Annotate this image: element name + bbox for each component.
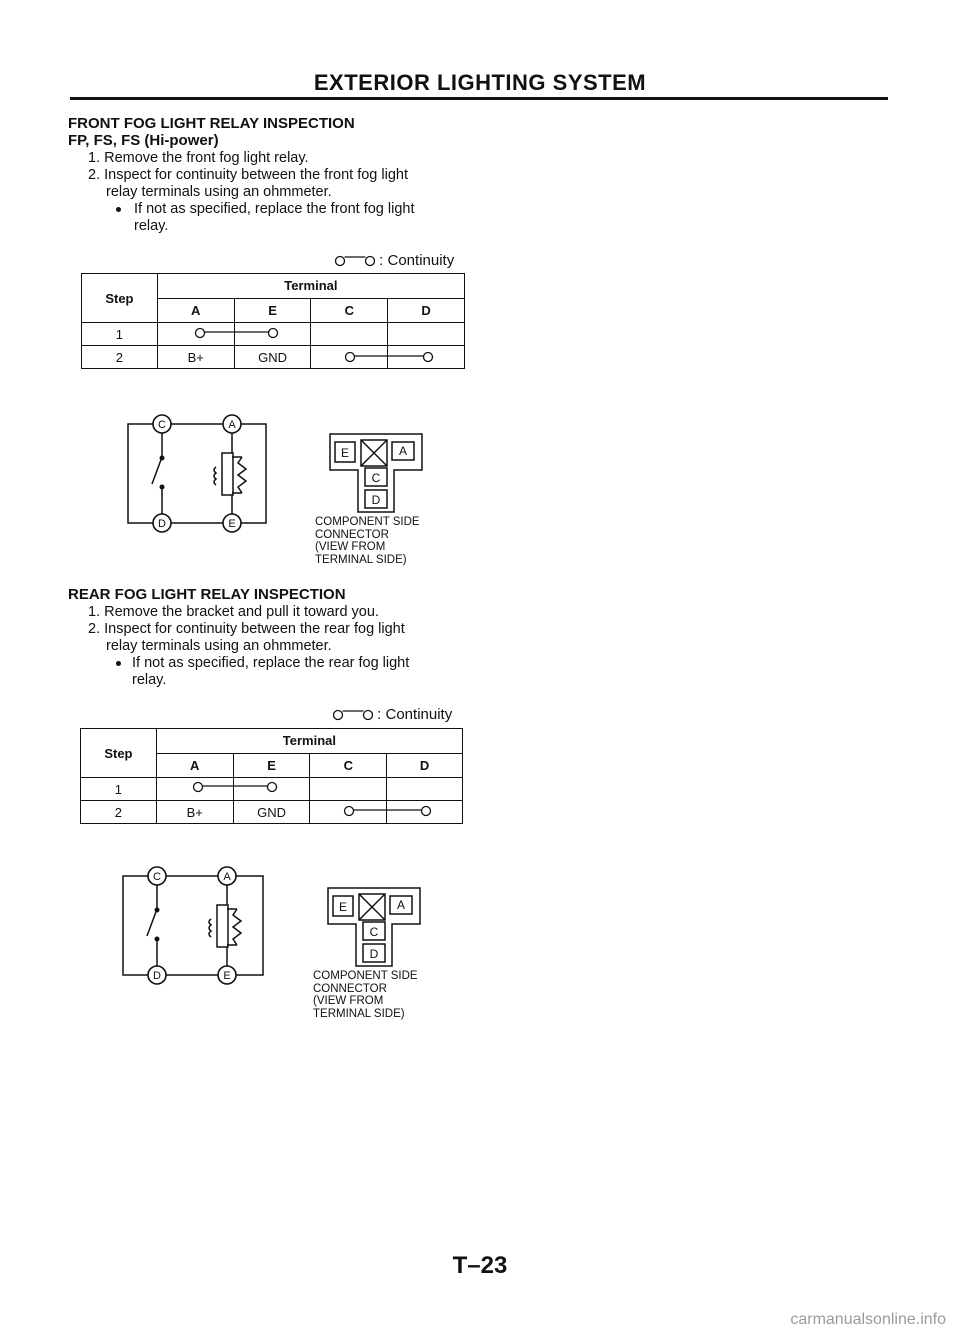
- caption-line: TERMINAL SIDE): [313, 1007, 405, 1020]
- terminal-header: Terminal: [157, 274, 464, 299]
- rear-bullet-line2: relay.: [132, 672, 167, 688]
- cell-e: GND: [234, 346, 311, 369]
- step-cell: 1: [81, 778, 157, 801]
- terminal-c-label: C: [158, 419, 166, 431]
- caption-line: COMPONENT SIDE: [315, 516, 420, 528]
- rear-step-2: 2. Inspect for continuity between the rear fog light: [88, 621, 405, 637]
- col-e-header: E: [234, 298, 311, 323]
- caption-line: (VIEW FROM: [313, 995, 384, 1007]
- terminal-a-label: A: [228, 419, 236, 431]
- terminal-header: Terminal: [156, 729, 462, 754]
- rear-relay-circuit-diagram: [115, 858, 270, 988]
- col-c-header: C: [310, 753, 387, 778]
- front-connector-caption: [315, 516, 420, 566]
- col-c-header: C: [311, 298, 388, 323]
- front-bullet-line1: If not as specified, replace the front fog light: [134, 201, 415, 217]
- continuity-node-icon: [424, 353, 433, 362]
- caption-line: (VIEW FROM: [315, 541, 386, 553]
- rear-connector-diagram: [326, 886, 426, 971]
- continuity-node-icon: [346, 353, 355, 362]
- step-cell: 1: [82, 323, 158, 346]
- cell-a: B+: [156, 801, 233, 824]
- rear-step-1: 1. Remove the bracket and pull it toward you.: [88, 604, 379, 620]
- col-a-header: A: [156, 753, 233, 778]
- terminal-a-label: A: [223, 871, 231, 883]
- continuity-node-icon: [345, 807, 354, 816]
- rear-table-continuity-marks: [0, 700, 960, 850]
- cell-e: GND: [233, 801, 310, 824]
- watermark: carmanualsonline.info: [790, 1311, 946, 1328]
- front-step-2-cont: relay terminals using an ohmmeter.: [106, 184, 332, 200]
- connector-e-label: E: [340, 446, 350, 460]
- step-cell: 2: [81, 801, 157, 824]
- front-bullet-line2: relay.: [134, 218, 169, 234]
- legend-text: : Continuity: [379, 252, 455, 269]
- legend-text: : Continuity: [377, 706, 453, 723]
- cell-a: B+: [157, 346, 234, 369]
- front-table-continuity-marks: [0, 0, 960, 400]
- continuity-node-icon: [269, 329, 278, 338]
- terminal-e-label: E: [228, 518, 236, 530]
- rear-bullet-line1: If not as specified, replace the rear fog light: [132, 655, 410, 671]
- col-a-header: A: [157, 298, 234, 323]
- page-number: T–23: [452, 1252, 508, 1279]
- step-header: Step: [81, 729, 157, 778]
- connector-c-label: C: [371, 471, 381, 485]
- terminal-e-label: E: [223, 970, 231, 982]
- rear-heading: REAR FOG LIGHT RELAY INSPECTION: [68, 586, 346, 603]
- continuity-node-icon: [268, 783, 277, 792]
- rear-step-2-cont: relay terminals using an ohmmeter.: [106, 638, 332, 654]
- connector-a-label: A: [396, 898, 406, 912]
- bullet-dot: [116, 661, 121, 666]
- continuity-node-icon: [196, 329, 205, 338]
- connector-c-label: C: [369, 925, 379, 939]
- caption-line: CONNECTOR: [313, 982, 387, 995]
- connector-e-label: E: [338, 900, 348, 914]
- col-d-header: D: [387, 753, 463, 778]
- front-subheading: FP, FS, FS (Hi-power): [68, 132, 219, 149]
- connector-d-label: D: [369, 947, 379, 961]
- step-header: Step: [82, 274, 158, 323]
- front-relay-circuit-diagram: [120, 405, 275, 535]
- caption-line: TERMINAL SIDE): [315, 553, 407, 566]
- front-connector-diagram: [328, 432, 428, 517]
- continuity-node-icon: [194, 783, 203, 792]
- terminal-d-label: D: [158, 518, 166, 530]
- col-d-header: D: [388, 298, 465, 323]
- page-title: EXTERIOR LIGHTING SYSTEM: [313, 70, 647, 95]
- connector-d-label: D: [371, 493, 381, 507]
- terminal-d-label: D: [153, 970, 161, 982]
- continuity-node-icon: [422, 807, 431, 816]
- col-e-header: E: [233, 753, 310, 778]
- rear-connector-caption: [313, 970, 418, 1020]
- front-step-2: 2. Inspect for continuity between the front fog light: [88, 167, 408, 183]
- caption-line: CONNECTOR: [315, 528, 389, 541]
- step-cell: 2: [82, 346, 158, 369]
- caption-line: COMPONENT SIDE: [313, 970, 418, 982]
- terminal-c-label: C: [153, 871, 161, 883]
- front-step-1: 1. Remove the front fog light relay.: [88, 150, 309, 166]
- connector-a-label: A: [398, 444, 408, 458]
- front-heading: FRONT FOG LIGHT RELAY INSPECTION: [68, 115, 355, 132]
